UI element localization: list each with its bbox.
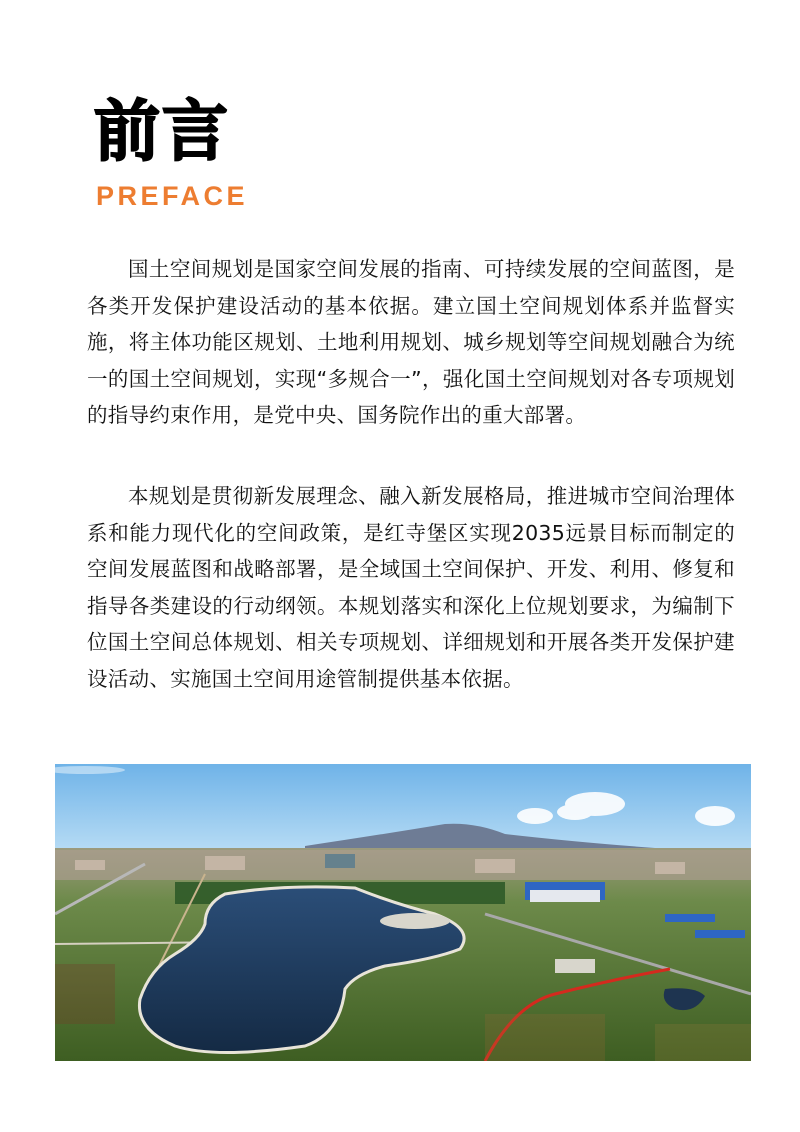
aerial-landscape-image: [55, 764, 751, 1061]
paragraph-1: 国土空间规划是国家空间发展的指南、可持续发展的空间蓝图，是各类开发保护建设活动的基本依据。建立国土空间规划体系并监督实施，将主体功能区规划、土地利用规划、城乡规划等空间规划融合为统一的国土空间规划，实现“多规合一”，强化国土空间规划对各专项规划的指导约束作用，是党中央、国务院作出的重大部署。: [87, 257, 735, 427]
aerial-photo: [55, 764, 751, 1061]
page-title-en: PREFACE: [96, 181, 249, 211]
page-title-cn: 前言: [94, 93, 230, 170]
paragraph-2: 本规划是贯彻新发展理念、融入新发展格局，推进城市空间治理体系和能力现代化的空间政策，是红寺堡区实现2035远景目标而制定的空间发展蓝图和战略部署，是全域国土空间保护、开发、利用、修复和指导各类建设的行动纲领。本规划落实和深化上位规划要求，为编制下位国土空间总体规划、相关专项规划、详细规划和开展各类开发保护建设活动、实施国土空间用途管制提供基本依据。: [87, 484, 735, 691]
